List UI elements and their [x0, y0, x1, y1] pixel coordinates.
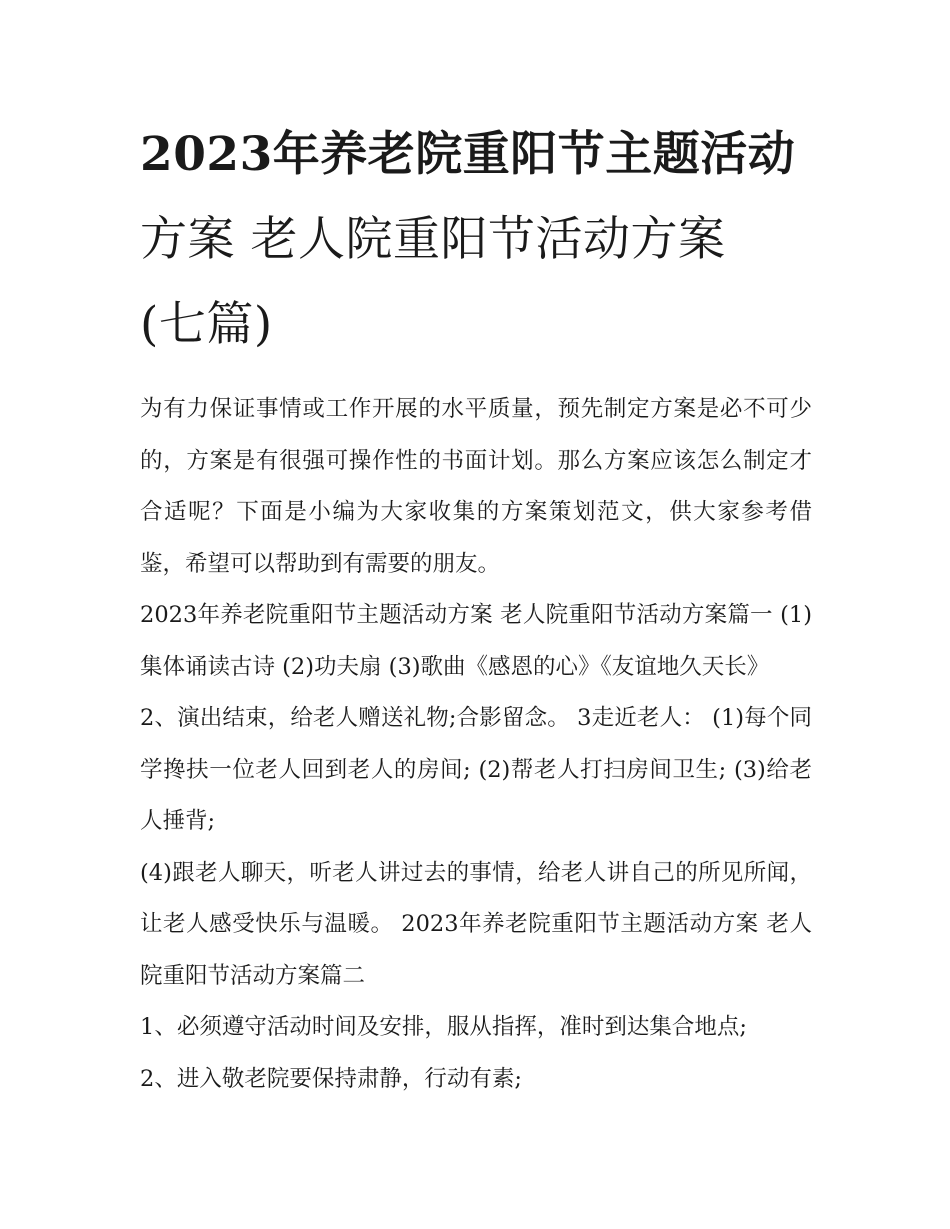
intro-paragraph: 为有力保证事情或工作开展的水平质量，预先制定方案是必不可少的，方案是有很强可操作性的书面计划。那么方案应该怎么制定才合适呢？下面是小编为大家收集的方案策划范文，供大家参考借鉴，希望可以帮助到有需要的朋友。	[140, 396, 812, 577]
activity-step-4-paragraph: (4)跟老人聊天，听老人讲过去的事情，给老人讲自己的所见所闻，让老人感受快乐与温暖。 2023年养老院重阳节主题活动方案 老人院重阳节活动方案篇二	[140, 859, 812, 989]
title-line-3: (七篇)	[140, 297, 273, 352]
rule-1-paragraph: 1、必须遵守活动时间及安排，服从指挥，准时到达集合地点;	[140, 1014, 747, 1040]
document-title	[140, 112, 812, 367]
rule-2-paragraph: 2、进入敬老院要保持肃静，行动有素;	[140, 1065, 522, 1092]
section-one-paragraph: 2023年养老院重阳节主题活动方案 老人院重阳节活动方案篇一 (1)集体诵读古诗 (2)功夫扇 (3)歌曲《感恩的心》《友谊地久天长》	[140, 602, 812, 680]
title-line-1: 2023年养老院重阳节主题活动	[140, 127, 796, 182]
document-body	[140, 384, 812, 1105]
document-page	[140, 112, 812, 1105]
title-line-2: 方案 老人院重阳节活动方案	[140, 212, 726, 267]
activity-step-2-paragraph: 2、演出结束，给老人赠送礼物;合影留念。 3走近老人： (1)每个同学搀扶一位老人回到老人的房间; (2)帮老人打扫房间卫生; (3)给老人捶背;	[140, 705, 812, 834]
